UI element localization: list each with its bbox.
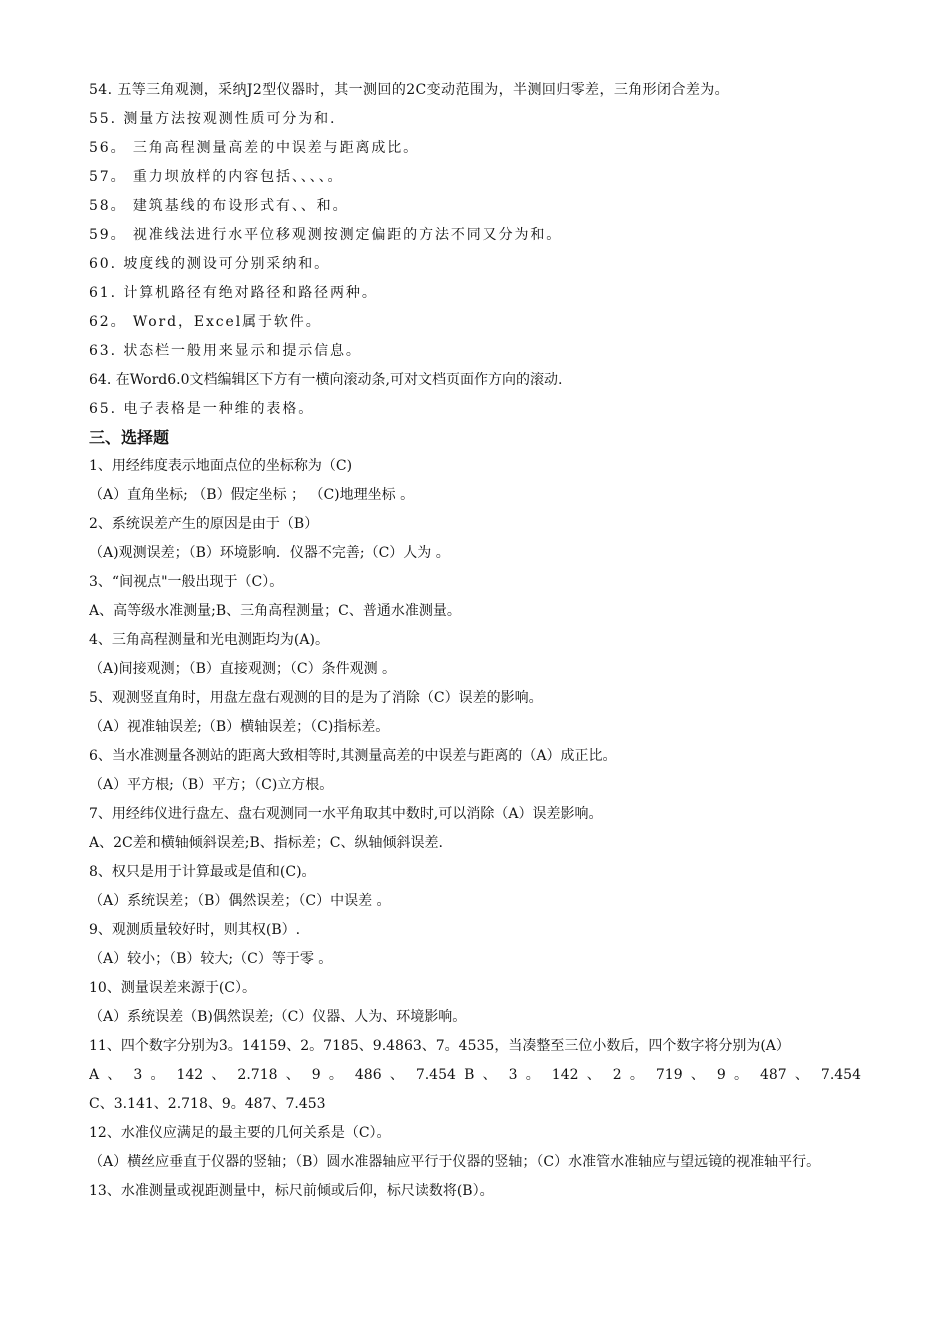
question-9-options: （A）较小；（B）较大;（C）等于零 。 bbox=[89, 951, 333, 967]
question-13: 13、水准测量或视距测量中，标尺前倾或后仰，标尺读数将(B）。 bbox=[89, 1183, 494, 1199]
question-6-options: （A）平方根;（B）平方；（C)立方根。 bbox=[89, 777, 334, 793]
section-title: 三、选择题 bbox=[89, 428, 170, 447]
fill-in-item-60: 60. 坡度线的测设可分别采纳和。 bbox=[89, 256, 331, 272]
fill-in-item-61: 61. 计算机路径有绝对路径和路径两种。 bbox=[89, 285, 378, 301]
fill-in-item-63: 63. 状态栏一般用来显示和提示信息。 bbox=[89, 343, 362, 359]
question-9: 9、观测质量较好时，则其权(B）. bbox=[89, 922, 301, 938]
question-12-options: （A）横丝应垂直于仪器的竖轴；（B）圆水准器轴应平行于仪器的竖轴；（C）水准管水准轴应与望远镜的视准轴平行。 bbox=[89, 1154, 821, 1170]
fill-in-item-54: 54. 五等三角观测，采纳J2型仪器时，其一测回的2C变动范围为，半测回归零差，三角形闭合差为。 bbox=[89, 82, 730, 98]
question-1: 1、用经纬度表示地面点位的坐标称为（C) bbox=[89, 458, 353, 474]
fill-in-item-62: 62。 Word，Excel属于软件。 bbox=[89, 314, 322, 330]
question-3-options: A、高等级水准测量;B、三角高程测量；C、普通水准测量。 bbox=[89, 603, 461, 619]
question-3: 3、“间视点"一般出现于（C）。 bbox=[89, 574, 284, 590]
document-page bbox=[89, 76, 861, 1206]
fill-in-item-57: 57。 重力坝放样的内容包括、、、、。 bbox=[89, 169, 344, 185]
question-4-options: （A)间接观测；（B）直接观测；（C）条件观测 。 bbox=[89, 661, 397, 677]
question-5-options: （A）视准轴误差;（B）横轴误差；（C)指标差。 bbox=[89, 719, 390, 735]
question-4: 4、三角高程测量和光电测距均为(A)。 bbox=[89, 632, 329, 648]
question-11-option-c: C、3.141、2.718、9。487、7.453 bbox=[89, 1096, 326, 1112]
question-12: 12、水准仪应满足的最主要的几何关系是（C）。 bbox=[89, 1125, 391, 1141]
question-8: 8、权只是用于计算最或是值和(C)。 bbox=[89, 864, 316, 880]
fill-in-item-59: 59。 视准线法进行水平位移观测按测定偏距的方法不同又分为和。 bbox=[89, 227, 563, 243]
question-10: 10、测量误差来源于(C）。 bbox=[89, 980, 256, 996]
question-11-options-ab: A 、 3 。 142 、 2.718 、 9 。 486 、 7.454 B 、 3 。 142 、 2 。 719 、 9 。 487 、 7.454 bbox=[89, 1067, 861, 1083]
fill-in-item-55: 55. 测量方法按观测性质可分为和. bbox=[89, 111, 337, 127]
question-7-options: A、2C差和横轴倾斜误差;B、指标差；C、纵轴倾斜误差. bbox=[89, 835, 443, 851]
question-5: 5、观测竖直角时，用盘左盘右观测的目的是为了消除（C）误差的影响。 bbox=[89, 690, 543, 706]
fill-in-item-64: 64. 在Word6.0文档编辑区下方有一横向滚动条,可对文档页面作方向的滚动. bbox=[89, 372, 563, 388]
fill-in-item-56: 56。 三角高程测量高差的中误差与距离成比。 bbox=[89, 140, 420, 156]
question-7: 7、用经纬仪进行盘左、盘右观测同一水平角取其中数时,可以消除（A）误差影响。 bbox=[89, 806, 603, 822]
question-2-options: （A)观测误差；（B）环境影响．仪器不完善;（C）人为 。 bbox=[89, 545, 450, 561]
question-2: 2、系统误差产生的原因是由于（B） bbox=[89, 516, 319, 532]
question-10-options: （A）系统误差（B)偶然误差;（C）仪器、人为、环境影响。 bbox=[89, 1009, 467, 1025]
fill-in-item-58: 58。 建筑基线的布设形式有、、和。 bbox=[89, 198, 349, 214]
question-6: 6、当水准测量各测站的距离大致相等时,其测量高差的中误差与距离的（A）成正比。 bbox=[89, 748, 617, 764]
question-1-options: （A）直角坐标; （B）假定坐标 ； （C)地理坐标 。 bbox=[89, 487, 415, 503]
fill-in-item-65: 65. 电子表格是一种维的表格。 bbox=[89, 401, 315, 417]
question-11: 11、四个数字分别为3。14159、2。7185、9.4863、7。4535，当凑整至三位小数后，四个数字将分别为(A） bbox=[89, 1038, 790, 1054]
question-8-options: （A）系统误差；（B）偶然误差；（C）中误差 。 bbox=[89, 893, 391, 909]
